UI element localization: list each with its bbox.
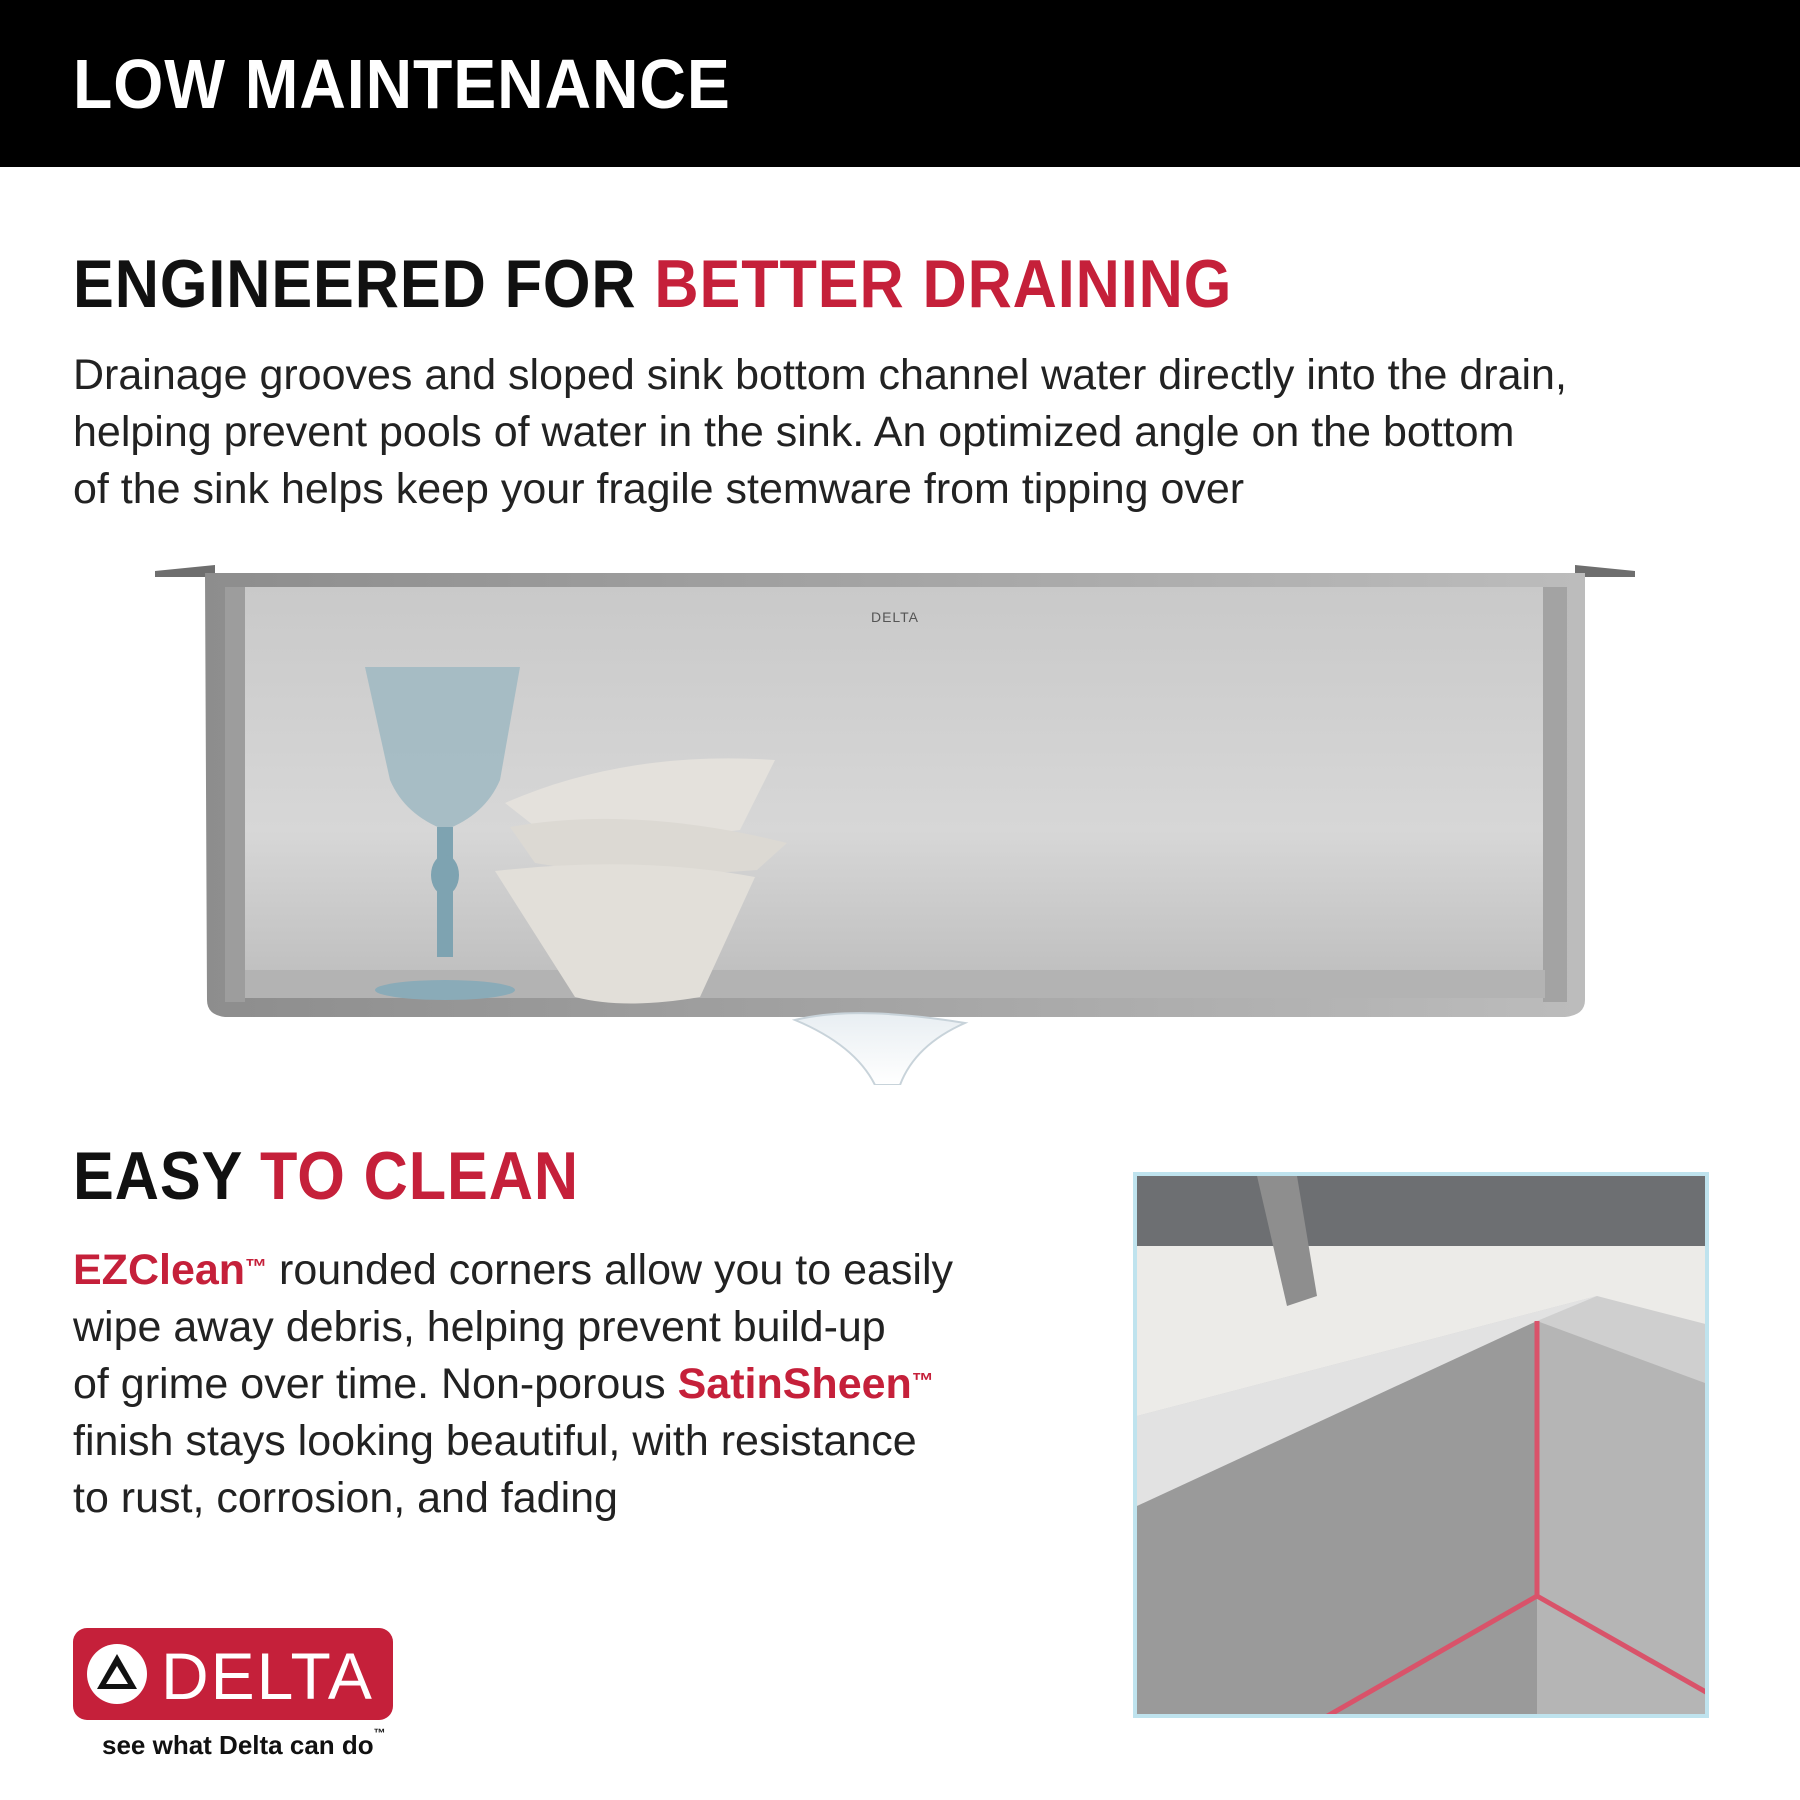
draining-description — [73, 347, 1567, 518]
draining-heading — [73, 245, 1232, 323]
trademark-mark: ™ — [911, 1368, 934, 1393]
sink-corner-photo — [1133, 1172, 1709, 1718]
draining-heading-prefix: ENGINEERED FOR — [73, 246, 655, 322]
water-stream — [795, 1013, 965, 1085]
clean-line-4: finish stays looking beautiful, with resistance — [73, 1417, 917, 1465]
draining-heading-accent: BETTER DRAINING — [654, 246, 1233, 322]
clean-line-5: to rust, corrosion, and fading — [73, 1474, 618, 1522]
clean-heading — [73, 1137, 579, 1215]
satinsheen-label: SatinSheen — [677, 1360, 912, 1408]
clean-heading-prefix: EASY — [73, 1138, 261, 1214]
clean-description — [73, 1242, 953, 1527]
page-title: LOW MAINTENANCE — [73, 45, 731, 123]
clean-line-text: of grime over time. Non-porous — [73, 1360, 678, 1408]
draining-line: Drainage grooves and sloped sink bottom channel water directly into the drain, — [73, 351, 1567, 399]
tagline-text: see what Delta can do — [102, 1730, 374, 1760]
clean-line-1 — [73, 1242, 953, 1299]
logo-tagline — [102, 1726, 386, 1761]
clean-line-2: wipe away debris, helping prevent build-up — [73, 1303, 886, 1351]
clean-heading-accent: TO CLEAN — [260, 1138, 579, 1214]
header-bar — [0, 0, 1800, 167]
clean-line-3 — [73, 1356, 953, 1413]
trademark-mark: ™ — [373, 1726, 386, 1740]
logo-wordmark: DELTA — [161, 1639, 374, 1713]
sink-illustration — [155, 565, 1635, 1085]
ezclean-label: EZClean — [73, 1246, 246, 1294]
draining-line: helping prevent pools of water in the sink. An optimized angle on the bottom — [73, 408, 1515, 456]
sink-brand-label: DELTA — [870, 609, 920, 625]
delta-triangle-icon — [87, 1644, 147, 1704]
clean-line-text: rounded corners allow you to easily — [267, 1246, 954, 1294]
draining-line: of the sink helps keep your fragile stemware from tipping over — [73, 465, 1245, 513]
delta-logo — [73, 1628, 393, 1720]
trademark-mark: ™ — [245, 1254, 268, 1279]
